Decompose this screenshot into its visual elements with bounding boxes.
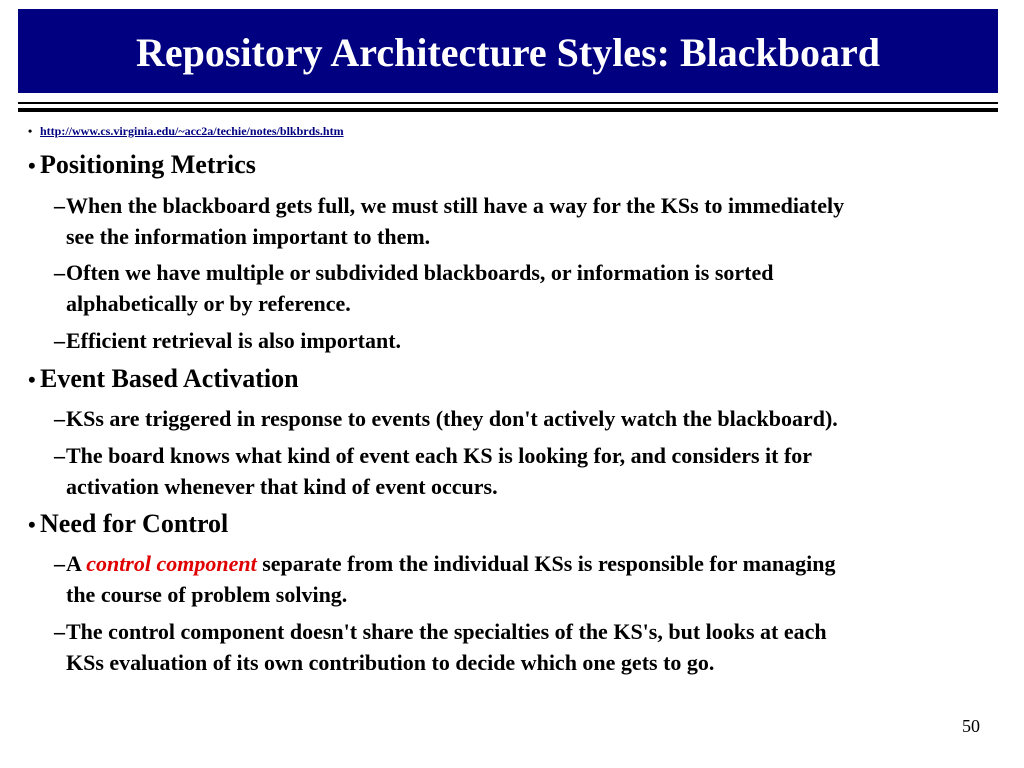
highlight-term: control component	[86, 551, 257, 576]
sub-item-line: The board knows what kind of event each KS is looking for, and considers it for	[66, 443, 813, 468]
bullet-positioning-metrics	[28, 150, 256, 180]
sub-item	[54, 257, 994, 319]
sub-item	[54, 403, 994, 434]
sub-item	[54, 440, 994, 502]
sub-item-continuation: see the information important to them.	[66, 224, 431, 249]
bullet-heading: Positioning Metrics	[40, 150, 256, 179]
dash-icon: –	[54, 260, 65, 285]
sub-item	[54, 548, 994, 610]
sub-item-prefix: A	[66, 551, 87, 576]
bullet-heading: Need for Control	[40, 509, 229, 538]
reference-link[interactable]: http://www.cs.virginia.edu/~acc2a/techie/notes/blkbrds.htm	[40, 124, 344, 138]
sub-item-line: The control component doesn't share the specialties of the KS's, but looks at each	[66, 619, 827, 644]
slide-title: Repository Architecture Styles: Blackboard	[135, 30, 880, 75]
dash-icon: –	[54, 328, 65, 353]
sub-item-line: When the blackboard gets full, we must still have a way for the KSs to immediately	[66, 193, 845, 218]
sub-item-continuation: the course of problem solving.	[66, 582, 348, 607]
sub-item-line: Often we have multiple or subdivided blackboards, or information is sorted	[66, 260, 774, 285]
bullet-event-based-activation	[28, 364, 299, 394]
bullet-dot-icon: •	[28, 124, 33, 138]
sub-item-continuation: alphabetically or by reference.	[66, 291, 351, 316]
sub-item-continuation: KSs evaluation of its own contribution to decide which one gets to go.	[66, 650, 715, 675]
dash-icon: –	[54, 406, 65, 431]
sub-item	[54, 325, 994, 356]
bullet-dot-icon: •	[28, 367, 36, 392]
page-number: 50	[962, 716, 980, 736]
bullet-dot-icon: •	[28, 153, 36, 178]
dash-icon: –	[54, 193, 65, 218]
sub-item-continuation: activation whenever that kind of event occurs.	[66, 474, 498, 499]
dash-icon: –	[54, 443, 65, 468]
bullet-heading: Event Based Activation	[40, 364, 299, 393]
dash-icon: –	[54, 551, 65, 576]
bullet-need-for-control	[28, 509, 228, 539]
reference-link-line	[28, 124, 344, 139]
sub-item	[54, 616, 994, 678]
bullet-dot-icon: •	[28, 512, 36, 537]
sub-item-line: separate from the individual KSs is responsible for managing	[256, 551, 836, 576]
sub-item	[54, 190, 994, 252]
dash-icon: –	[54, 619, 65, 644]
sub-item-line: KSs are triggered in response to events (they don't actively watch the blackboard).	[66, 406, 838, 431]
sub-item-line: Efficient retrieval is also important.	[66, 328, 402, 353]
